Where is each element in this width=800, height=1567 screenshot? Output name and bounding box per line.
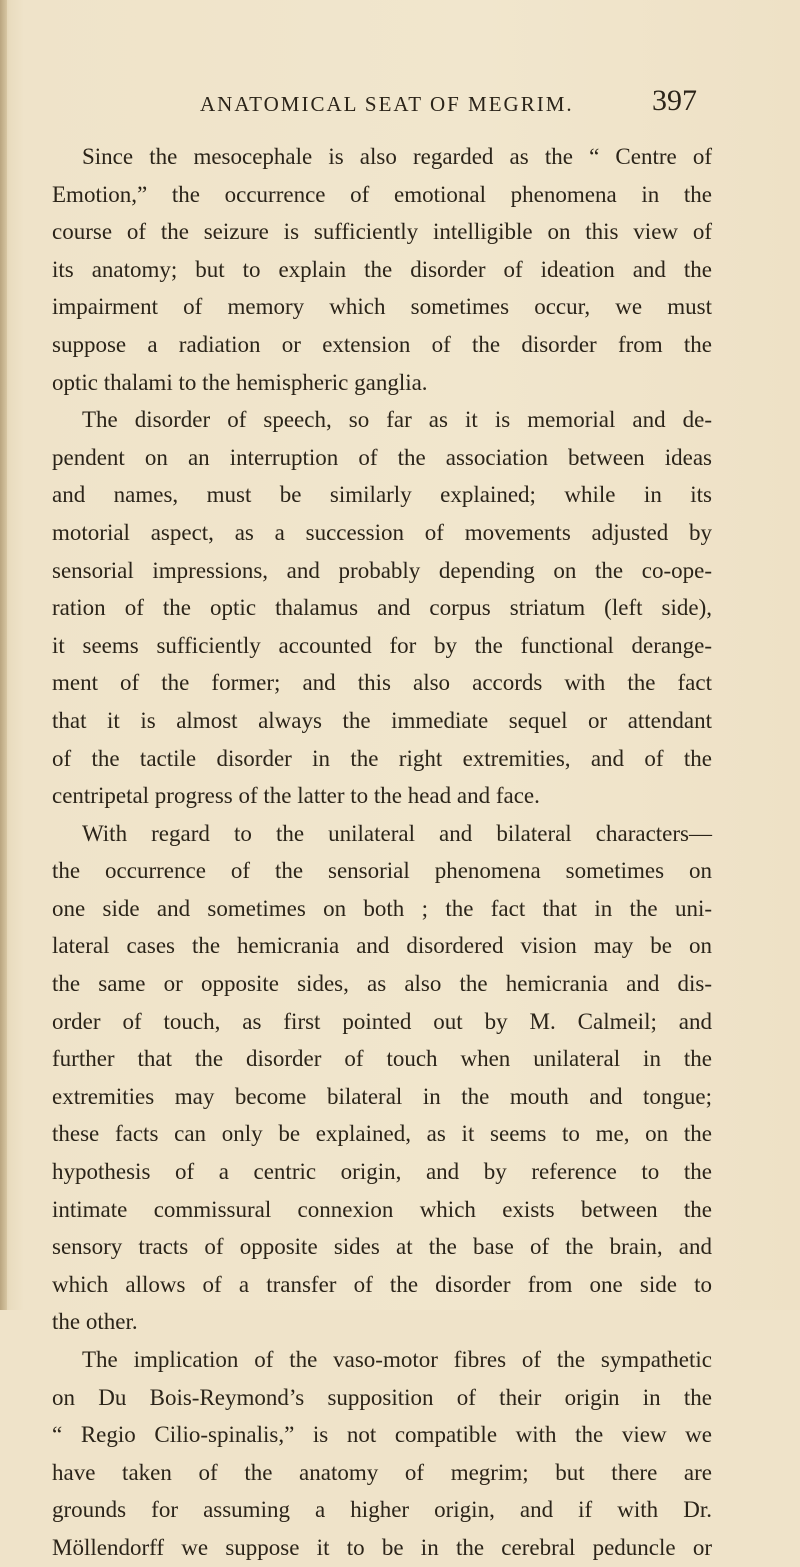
text-line: on Du Bois-Reymond’s supposition of their origin in the	[52, 1384, 712, 1410]
text-line: that it is almost always the immediate sequel or attendant	[52, 707, 712, 733]
text-line: sensory tracts of opposite sides at the base of the brain, and	[52, 1234, 712, 1260]
text-line: pendent on an interruption of the association between ideas	[52, 444, 712, 470]
text-line: hypothesis of a centric origin, and by reference to the	[52, 1159, 712, 1185]
text-line: The disorder of speech, so far as it is memorial and de-	[82, 407, 712, 433]
body-text	[52, 138, 712, 1567]
text-line: Since the mesocephale is also regarded as the “ Centre of	[82, 144, 712, 169]
text-line: which allows of a transfer of the disorder from one side to	[52, 1271, 712, 1297]
text-line: Möllendorff we suppose it to be in the cerebral peduncle or	[52, 1534, 712, 1560]
text-line: course of the seizure is sufficiently intelligible on this view of	[52, 219, 712, 245]
text-line: ment of the former; and this also accords with the fact	[52, 670, 712, 696]
text-line: extremities may become bilateral in the mouth and tongue;	[52, 1083, 712, 1109]
text-line: grounds for assuming a higher origin, and if with Dr.	[52, 1497, 712, 1523]
text-line: these facts can only be explained, as it seems to me, on the	[52, 1121, 712, 1147]
text-line: motorial aspect, as a succession of movements adjusted by	[52, 519, 712, 545]
text-line: its anatomy; but to explain the disorder of ideation and the	[52, 256, 712, 282]
text-line: centripetal progress of the latter to the head and face.	[52, 783, 540, 809]
text-line: it seems sufficiently accounted for by the functional derange-	[52, 632, 712, 658]
text-line: With regard to the unilateral and bilateral characters—	[82, 820, 712, 846]
text-line: impairment of memory which sometimes occur, we must	[52, 294, 712, 320]
text-line: and names, must be similarly explained; while in its	[52, 482, 712, 508]
text-line: order of touch, as first pointed out by M. Calmeil; and	[52, 1008, 712, 1034]
text-line: further that the disorder of touch when unilateral in the	[52, 1046, 712, 1072]
page-number: 397	[652, 84, 697, 117]
text-line: optic thalami to the hemispheric ganglia.	[52, 369, 428, 395]
text-line: have taken of the anatomy of megrim; but there are	[52, 1459, 712, 1485]
text-line: ration of the optic thalamus and corpus striatum (left side),	[52, 595, 712, 621]
text-line: the same or opposite sides, as also the hemicrania and dis-	[52, 971, 712, 997]
text-line: lateral cases the hemicrania and disordered vision may be on	[52, 933, 712, 959]
binding-edge	[0, 0, 7, 1310]
text-line: suppose a radiation or extension of the disorder from the	[52, 331, 712, 357]
text-line: “ Regio Cilio-spinalis,” is not compatible with the view we	[52, 1422, 712, 1448]
running-title: ANATOMICAL SEAT OF MEGRIM.	[200, 92, 574, 116]
running-head	[200, 84, 697, 118]
text-line: one side and sometimes on both ; the fact that in the uni-	[52, 895, 712, 921]
text-line: the occurrence of the sensorial phenomena sometimes on	[52, 858, 712, 884]
text-line: Emotion,” the occurrence of emotional phenomena in the	[52, 181, 712, 207]
text-line: intimate commissural connexion which exists between the	[52, 1196, 712, 1222]
text-line: of the tactile disorder in the right extremities, and of the	[52, 745, 712, 771]
text-line: the other.	[52, 1309, 138, 1335]
text-line: The implication of the vaso-motor fibres of the sympathetic	[82, 1347, 712, 1372]
text-line: sensorial impressions, and probably depending on the co-ope-	[52, 557, 712, 583]
